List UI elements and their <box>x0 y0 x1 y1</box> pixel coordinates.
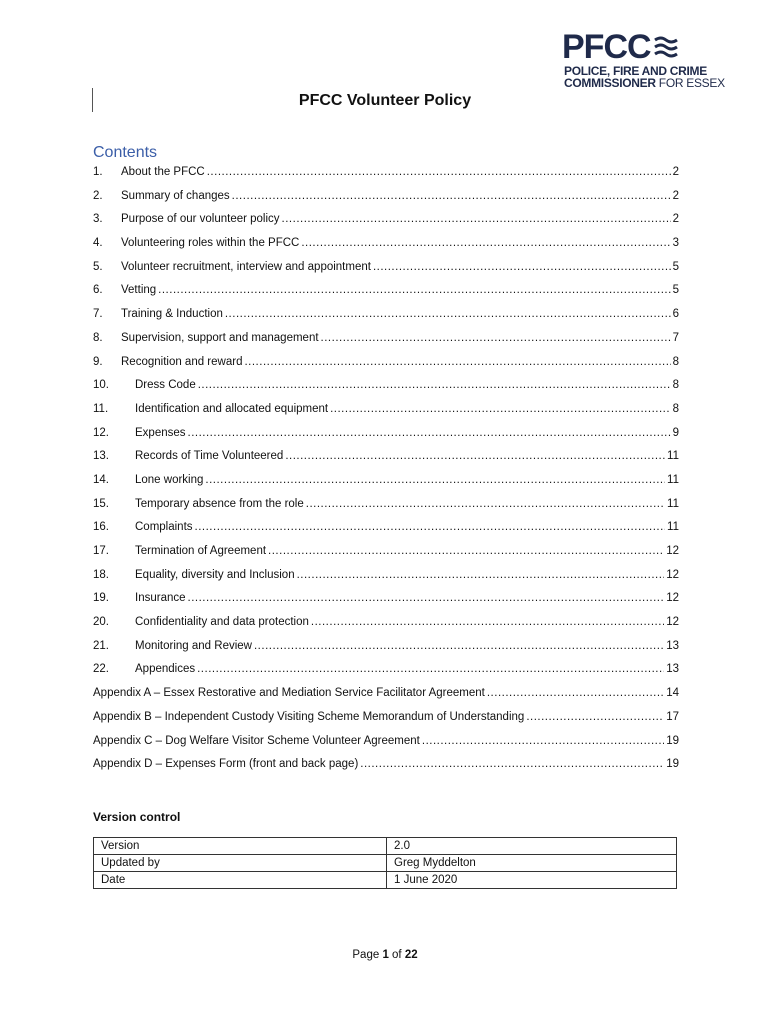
toc-entry-number: 22. <box>93 663 109 676</box>
toc-entry-label: Equality, diversity and Inclusion <box>135 568 295 581</box>
toc-entry[interactable] <box>93 308 679 332</box>
version-control-value: 1 June 2020 <box>387 872 677 889</box>
toc-entry-number: 18. <box>93 568 109 581</box>
toc-dot-leader <box>360 758 664 770</box>
toc-entry-number: 8. <box>93 331 103 344</box>
version-control-field: Updated by <box>94 855 387 872</box>
version-control-value: 2.0 <box>387 838 677 855</box>
toc-entry-page: 7 <box>672 331 679 344</box>
toc-entry-label: Termination of Agreement <box>135 545 267 557</box>
toc-entry-page: 12 <box>666 568 679 581</box>
toc-entry-page: 13 <box>666 663 679 676</box>
toc-entry-number: 14. <box>93 473 109 486</box>
toc-entry[interactable] <box>93 545 679 569</box>
logo-mark-text: PFCC <box>562 28 651 66</box>
toc-entry-label: Expenses <box>135 426 186 439</box>
toc-entry-label: Summary of changes <box>121 189 230 202</box>
toc-entry-page: 8 <box>672 355 679 368</box>
toc-dot-leader <box>232 190 671 202</box>
toc-entry-label: Vetting <box>121 284 157 297</box>
toc-entry-number: 4. <box>93 237 103 250</box>
toc-entry[interactable] <box>93 474 679 498</box>
toc-dot-leader <box>205 474 665 486</box>
toc-entry-page: 11 <box>667 450 679 463</box>
toc-entry-page: 8 <box>672 402 679 415</box>
toc-entry-label: Temporary absence from the role <box>135 497 304 510</box>
toc-entry-page: 8 <box>672 379 679 392</box>
toc-dot-leader <box>285 450 665 462</box>
toc-entry-label: About the PFCC <box>121 166 205 178</box>
toc-entry-number: 10. <box>93 379 109 392</box>
toc-dot-leader <box>422 735 664 747</box>
waves-icon <box>653 34 679 60</box>
toc-dot-leader <box>282 213 671 225</box>
toc-entry-label: Dress Code <box>135 379 196 392</box>
toc-entry-number: 13. <box>93 450 109 463</box>
toc-dot-leader <box>198 379 671 391</box>
toc-entry-number: 16. <box>93 521 109 534</box>
toc-entry-page: 12 <box>666 616 679 629</box>
toc-dot-leader <box>225 308 671 320</box>
toc-dot-leader <box>301 237 670 249</box>
toc-entry[interactable] <box>93 758 679 782</box>
toc-entry-number: 17. <box>93 545 109 557</box>
toc-dot-leader <box>330 403 671 415</box>
toc-entry[interactable] <box>93 261 679 285</box>
version-control-field: Version <box>94 838 387 855</box>
toc-entry[interactable] <box>93 498 679 522</box>
toc-entry-number: 21. <box>93 639 109 652</box>
toc-entry-page: 2 <box>672 166 679 178</box>
toc-entry-number: 12. <box>93 426 109 439</box>
toc-dot-leader <box>297 569 665 581</box>
toc-entry-label: Lone working <box>135 473 204 486</box>
toc-entry-page: 13 <box>666 639 679 652</box>
toc-entry-page: 17 <box>666 710 679 723</box>
footer-separator: of <box>388 949 405 961</box>
page-footer <box>0 949 770 961</box>
toc-entry-label: Complaints <box>135 521 193 534</box>
toc-entry[interactable] <box>93 521 679 545</box>
toc-entry[interactable] <box>93 237 679 261</box>
toc-entry[interactable] <box>93 190 679 214</box>
toc-entry[interactable] <box>93 403 679 427</box>
toc-entry-label: Records of Time Volunteered <box>135 450 284 463</box>
toc-entry[interactable] <box>93 356 679 380</box>
toc-entry[interactable] <box>93 332 679 356</box>
toc-entry-number: 20. <box>93 616 109 629</box>
toc-entry-number: 9. <box>93 355 103 368</box>
toc-entry[interactable] <box>93 711 679 735</box>
toc-entry[interactable] <box>93 663 679 687</box>
toc-entry-number: 1. <box>93 166 103 178</box>
toc-dot-leader <box>197 663 664 675</box>
toc-dot-leader <box>207 166 671 178</box>
toc-entry[interactable] <box>93 735 679 759</box>
logo-line-2-bold: COMMISSIONER <box>564 76 656 90</box>
toc-dot-leader <box>306 498 665 510</box>
toc-dot-leader <box>188 592 665 604</box>
toc-entry-page: 11 <box>667 473 679 486</box>
toc-dot-leader <box>321 332 671 344</box>
toc-entry-number: 5. <box>93 260 103 273</box>
logo-line-2 <box>564 77 725 90</box>
toc-entry[interactable] <box>93 687 679 711</box>
toc-entry-page: 14 <box>666 687 679 700</box>
document-title: PFCC Volunteer Policy <box>298 92 472 109</box>
toc-dot-leader <box>268 545 664 557</box>
footer-total-pages: 22 <box>404 949 418 961</box>
logo-line-1: POLICE, FIRE AND CRIME <box>564 64 707 78</box>
toc-entry-page: 19 <box>666 758 679 771</box>
toc-entry-number: 2. <box>93 189 103 202</box>
toc-entry-label: Monitoring and Review <box>135 639 252 652</box>
toc-dot-leader <box>487 687 664 699</box>
version-control-heading: Version control <box>93 810 181 824</box>
logo-line-2-light: FOR ESSEX <box>658 76 725 90</box>
toc-entry-page: 9 <box>672 426 679 439</box>
toc-entry-label: Training & Induction <box>121 308 223 321</box>
toc-entry-label: Appendix D – Expenses Form (front and back page) <box>93 758 359 771</box>
toc-entry-number: 19. <box>93 592 109 605</box>
toc-dot-leader <box>188 427 671 439</box>
toc-dot-leader <box>195 521 666 533</box>
toc-entry[interactable] <box>93 640 679 664</box>
toc-entry-number: 6. <box>93 284 103 297</box>
toc-entry-page: 11 <box>667 521 679 534</box>
table-of-contents <box>93 166 679 782</box>
toc-entry-page: 2 <box>672 213 679 226</box>
toc-entry[interactable] <box>93 569 679 593</box>
toc-entry-label: Identification and allocated equipment <box>135 402 329 415</box>
version-control-row <box>94 872 677 889</box>
toc-entry-label: Appendices <box>135 663 196 676</box>
toc-entry-number: 11. <box>93 402 109 415</box>
toc-entry[interactable] <box>93 284 679 308</box>
toc-entry[interactable] <box>93 427 679 451</box>
toc-entry[interactable] <box>93 450 679 474</box>
toc-entry-label: Volunteer recruitment, interview and appointment <box>121 260 371 273</box>
toc-dot-leader <box>526 711 664 723</box>
toc-entry[interactable] <box>93 592 679 616</box>
toc-dot-leader <box>373 261 671 273</box>
toc-dot-leader <box>244 356 670 368</box>
toc-entry-page: 19 <box>666 734 679 747</box>
version-control-row <box>94 855 677 872</box>
toc-entry-label: Appendix B – Independent Custody Visiting Scheme Memorandum of Understanding <box>93 710 525 723</box>
toc-entry-page: 3 <box>672 237 679 250</box>
version-control-value: Greg Myddelton <box>387 855 677 872</box>
toc-entry[interactable] <box>93 213 679 237</box>
toc-entry-label: Appendix A – Essex Restorative and Mediation Service Facilitator Agreement <box>93 687 485 700</box>
toc-dot-leader <box>158 284 670 296</box>
pfcc-logo <box>562 30 732 92</box>
toc-entry-label: Supervision, support and management <box>121 331 319 344</box>
toc-entry-page: 11 <box>667 497 679 510</box>
toc-entry-number: 7. <box>93 308 103 321</box>
logo-mark <box>562 30 679 64</box>
toc-entry-page: 5 <box>672 284 679 297</box>
toc-dot-leader <box>254 640 664 652</box>
toc-entry-label: Volunteering roles within the PFCC <box>121 237 300 250</box>
version-control-row <box>94 838 677 855</box>
toc-entry-number: 3. <box>93 213 103 226</box>
toc-entry-label: Insurance <box>135 592 186 605</box>
toc-entry[interactable] <box>93 166 679 190</box>
toc-entry-page: 2 <box>672 189 679 202</box>
toc-dot-leader <box>311 616 664 628</box>
toc-entry-label: Confidentiality and data protection <box>135 616 309 629</box>
toc-entry-page: 5 <box>672 260 679 273</box>
version-control-field: Date <box>94 872 387 889</box>
toc-entry[interactable] <box>93 616 679 640</box>
toc-entry-page: 6 <box>672 308 679 321</box>
toc-entry-page: 12 <box>666 545 679 557</box>
toc-entry-label: Recognition and reward <box>121 355 243 368</box>
footer-prefix: Page <box>352 949 383 961</box>
toc-entry-label: Appendix C – Dog Welfare Visitor Scheme Volunteer Agreement <box>93 734 420 747</box>
toc-entry-page: 12 <box>666 592 679 605</box>
footer-current-page: 1 <box>382 949 389 961</box>
toc-entry-number: 15. <box>93 497 109 510</box>
version-control-table <box>93 837 677 889</box>
toc-entry-label: Purpose of our volunteer policy <box>121 213 280 226</box>
contents-heading: Contents <box>93 144 158 161</box>
toc-entry[interactable] <box>93 379 679 403</box>
